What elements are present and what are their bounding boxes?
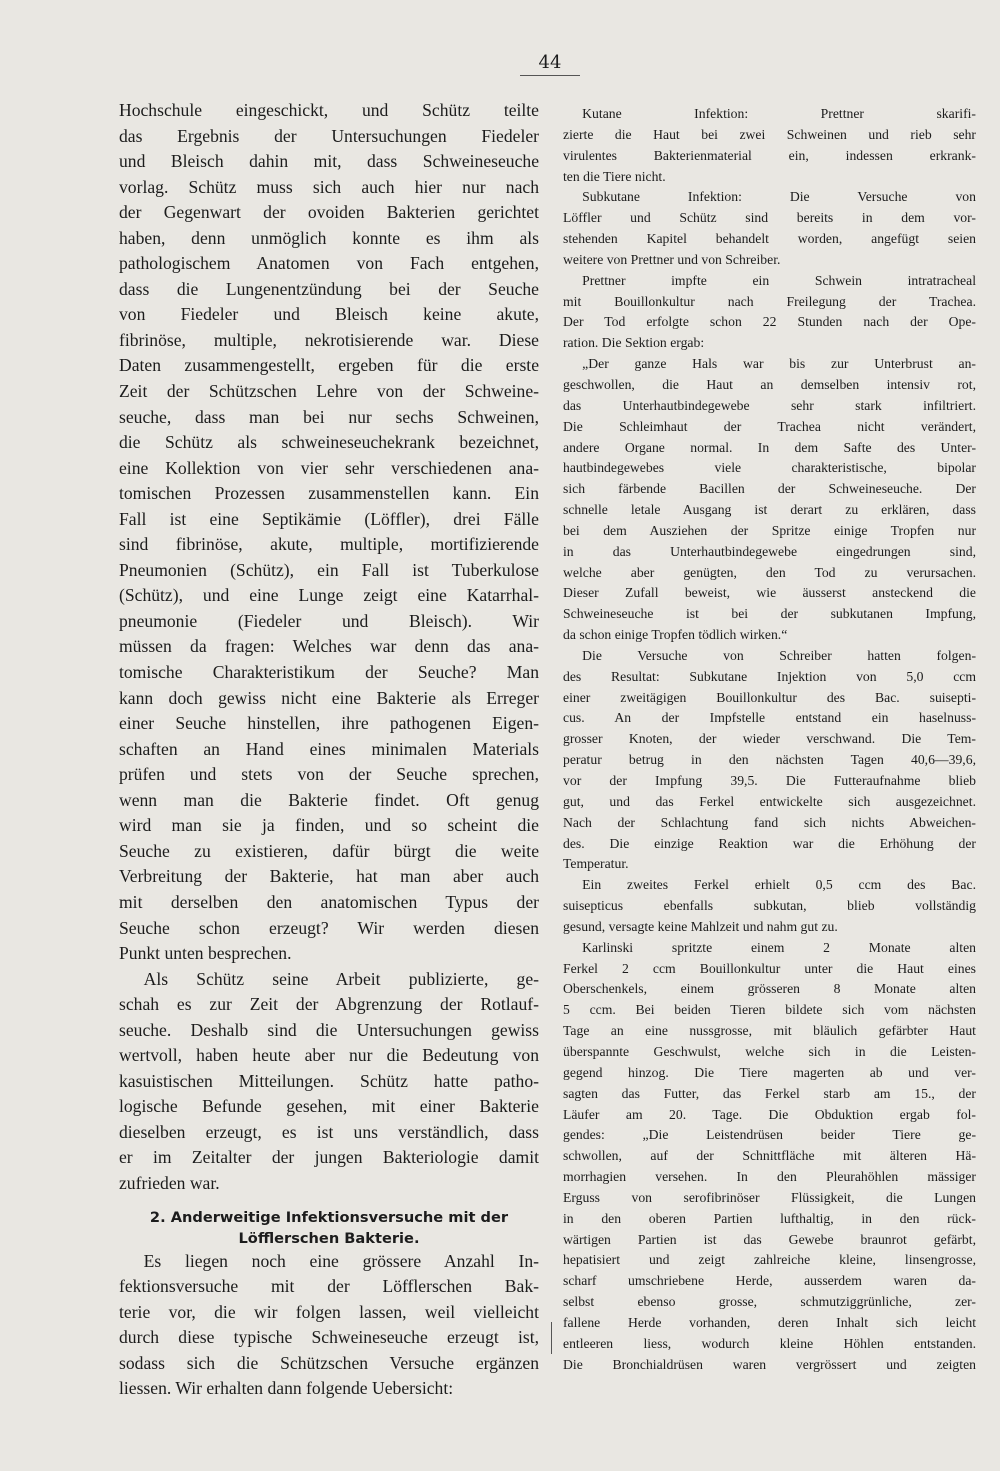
left-column-line: einer Seuche hinstellen, ihre pathogenen Eigen- xyxy=(119,713,539,734)
left-column-line: der Gegenwart der ovoiden Bakterien gerichtet xyxy=(119,202,539,223)
right-column-line: morrhagien versehen. In den Pleurahöhlen mässiger xyxy=(563,1169,976,1185)
right-column-line: „Der ganze Hals war bis zur Unterbrust an- xyxy=(582,356,976,372)
left-column-line: die Schütz als schweineseuchekrank bezeichnet, xyxy=(119,432,539,453)
left-column-line: schah es zur Zeit der Abgrenzung der Rotlauf- xyxy=(119,994,539,1015)
right-column-line: in den oberen Partien lufthaltig, in den rück- xyxy=(563,1210,976,1226)
left-column-line: wertvoll, haben heute aber nur die Bedeutung von xyxy=(119,1045,539,1066)
left-column-line: sind fibrinöse, akute, multiple, mortifizierende xyxy=(119,534,539,555)
right-column-line: gegend hinzog. Die Tiere magerten ab und ver- xyxy=(563,1064,976,1080)
left-column-after-line: liessen. Wir erhalten dann folgende Uebersicht: xyxy=(119,1378,454,1399)
left-column-line: mit derselben den anatomischen Typus der xyxy=(119,891,539,912)
right-column-line: schwollen, auf der Schnittfläche mit älteren Hä- xyxy=(563,1148,976,1164)
left-column-line: Seuche schon erzeugt? Wir werden diesen xyxy=(119,917,539,938)
right-column-line: scharf umschriebene Herde, ausserdem waren da- xyxy=(563,1273,976,1289)
left-column-after-line: Es liegen noch eine grössere Anzahl In- xyxy=(143,1250,539,1271)
right-column-line: Prettner impfte ein Schwein intratracheal xyxy=(582,272,976,288)
right-column-line: hautbindegewebes viele charakteristische, bipolar xyxy=(563,460,976,476)
right-column-line: Die Schleimhaut der Trachea nicht verändert, xyxy=(563,418,976,434)
right-column-line: Die Versuche von Schreiber hatten folgen- xyxy=(582,647,976,663)
left-column-line: tomische Charakteristikum der Seuche? Man xyxy=(119,662,539,683)
left-column-line: dieselben erzeugt, es ist uns verständlich, dass xyxy=(119,1121,539,1142)
right-column-line: das Unterhautbindegewebe sehr stark infiltriert. xyxy=(563,397,976,413)
right-column-line: peratur betrug in den nächsten Tagen 40,6—39,6, xyxy=(563,752,976,768)
left-column-line: pneumonie (Fiedeler und Bleisch). Wir xyxy=(119,610,539,631)
right-column-line: Löffler und Schütz sind bereits in dem vor- xyxy=(563,210,976,226)
right-column-line: da schon einige Tropfen tödlich wirken.“ xyxy=(563,627,788,643)
section-heading-line: 2. Anderweitige Infektionsversuche mit der xyxy=(149,1208,509,1226)
left-column-line: zufrieden war. xyxy=(119,1172,220,1193)
left-column-line: Seuche zu existieren, dafür bürgt die weite xyxy=(119,840,539,861)
right-column-line: weitere von Prettner und von Schreiber. xyxy=(563,251,781,267)
right-column-line: Die Bronchialdrüsen waren vergrössert und zeigten xyxy=(563,1356,976,1372)
left-column-line: seuche, dass man bei nur sechs Schweinen, xyxy=(119,406,539,427)
right-column-line: andere Organe normal. In dem Safte des Unter- xyxy=(563,439,976,455)
right-column-line: suisepticus ebenfalls subkutan, blieb vollständig xyxy=(563,898,976,914)
right-column-line: fallene Herde vorhanden, deren Inhalt sich leicht xyxy=(563,1314,976,1330)
right-column-line: mit Bouillonkultur nach Freilegung der Trachea. xyxy=(563,293,976,309)
right-column-line: Nach der Schlachtung fand sich nichts Abweichen- xyxy=(563,814,976,830)
left-column-line: Zeit der Schützschen Lehre von der Schweine- xyxy=(119,381,539,402)
right-column-line: Ein zweites Ferkel erhielt 0,5 ccm des Bac. xyxy=(582,877,976,893)
left-column-line: prüfen und stets von der Seuche sprechen, xyxy=(119,764,539,785)
right-column-line: Ferkel 2 ccm Bouillonkultur unter die Haut eines xyxy=(563,960,976,976)
left-column-line: schaften an Hand eines minimalen Materials xyxy=(119,738,539,759)
right-column-line: 5 ccm. Bei beiden Tieren bildete sich vom nächsten xyxy=(563,1002,976,1018)
right-column-line: vor der Impfung 39,5. Die Futteraufnahme blieb xyxy=(563,773,976,788)
left-column-line: Pneumonien (Schütz), ein Fall ist Tuberkulose xyxy=(119,559,539,580)
left-column-line: kann doch gewiss nicht eine Bakterie als Erreger xyxy=(119,687,539,708)
left-column-after-line: terie vor, die wir folgen lassen, weil vielleicht xyxy=(119,1301,539,1322)
right-column-line: hepatisiert und zeigt zahlreiche kleine, linsengrosse, xyxy=(563,1252,976,1268)
section-heading xyxy=(119,1207,539,1249)
left-column-line: Punkt unten besprechen. xyxy=(119,943,292,964)
right-column-line: Temperatur. xyxy=(563,856,629,872)
left-column-line: vorlag. Schütz muss sich auch hier nur nach xyxy=(119,176,539,197)
right-column-line: Der Tod erfolgte schon 22 Stunden nach der Ope- xyxy=(563,314,976,330)
right-column-line: ten die Tiere nicht. xyxy=(563,168,666,184)
left-column-line: Daten zusammengestellt, ergeben für die erste xyxy=(119,355,539,376)
right-column-line: wärtigen Partien ist das Gewebe braunrot gefärbt, xyxy=(563,1231,976,1247)
right-column-line: des Resultat: Subkutane Injektion von 5,0 ccm xyxy=(563,668,976,684)
right-column-line: zierte die Haut bei zwei Schweinen und rieb sehr xyxy=(563,126,976,142)
left-column-line: und Bleisch dahin mit, dass Schweineseuche xyxy=(119,151,539,172)
right-column-line: selbst ebenso grosse, schmutziggrünliche, zer- xyxy=(563,1294,976,1310)
left-column-line: (Schütz), und eine Lunge zeigt eine Katarrhal- xyxy=(119,585,539,606)
left-column-line: fibrinöse, multiple, nekrotisierende war. Diese xyxy=(119,329,539,350)
right-column-line: in das Unterhautbindegewebe eingedrungen sind, xyxy=(563,543,976,559)
right-column-line: schnelle letale Ausgang ist derart zu erklären, dass xyxy=(563,502,976,518)
right-column-line: sich färbende Bacillen der Schweineseuche. Der xyxy=(563,481,976,497)
right-column-line: gesund, versagte keine Mahlzeit und nahm gut zu. xyxy=(563,918,838,934)
right-column-line: bei dem Ausziehen der Spritze einige Tropfen nur xyxy=(563,522,976,538)
left-column-after-line: sodass sich die Schützschen Versuche ergänzen xyxy=(119,1352,539,1373)
page-number: 44 xyxy=(520,52,580,76)
right-column xyxy=(563,104,976,1375)
right-column-line: gendes: „Die Leistendrüsen beider Tiere ge- xyxy=(563,1127,976,1143)
left-column-line: wird man sie ja finden, und so scheint die xyxy=(119,815,539,836)
right-column-line: Oberschenkels, einem grösseren 8 Monate alten xyxy=(563,981,976,997)
left-column-line: Verbreitung der Bakterie, hat man aber auch xyxy=(119,866,539,887)
left-column-line: seuche. Deshalb sind die Untersuchungen gewiss xyxy=(119,1019,539,1040)
left-column-line: pathologischem Anatomen von Fach entgehen, xyxy=(119,253,539,274)
section-heading-line: Löfflerschen Bakterie. xyxy=(238,1229,420,1247)
right-column-line: geschwollen, die Haut an demselben intensiv rot, xyxy=(563,376,976,392)
left-column-line: logische Befunde gesehen, mit einer Bakterie xyxy=(119,1096,539,1117)
right-column-line: sagten das Futter, das Ferkel starb am 15., der xyxy=(563,1085,976,1101)
right-column-line: gut, und das Ferkel entwickelte sich ausgezeichnet. xyxy=(563,793,976,809)
right-column-line: Tage an eine nussgrosse, mit bläulich gefärbter Haut xyxy=(563,1023,976,1039)
left-column-line: das Ergebnis der Untersuchungen Fiedeler xyxy=(119,125,539,146)
right-column-line: Schweineseuche ist bei der subkutanen Impfung, xyxy=(563,606,976,622)
left-column xyxy=(119,98,539,1402)
left-column-line: wenn man die Bakterie findet. Oft genug xyxy=(119,789,539,810)
right-column-line: virulentes Bakterienmaterial ein, indessen erkrank- xyxy=(563,147,976,163)
right-column-line: Karlinski spritzte einem 2 Monate alten xyxy=(582,939,976,955)
right-column-line: welche aber genügten, den Tod zu verursachen. xyxy=(563,564,976,580)
right-column-line: cus. An der Impfstelle entstand ein haselnuss- xyxy=(563,710,976,726)
left-column-line: Fall ist eine Septikämie (Löffler), drei Fälle xyxy=(119,508,539,529)
left-column-line: er im Zeitalter der jungen Bakteriologie damit xyxy=(119,1147,539,1168)
right-column-line: Subkutane Infektion: Die Versuche von xyxy=(582,189,976,205)
column-rule xyxy=(551,1322,552,1354)
left-column-after-line: durch diese typische Schweineseuche erzeugt ist, xyxy=(119,1327,539,1348)
left-column-line: eine Kollektion von vier sehr verschiedenen ana- xyxy=(119,457,539,478)
left-column-line: Hochschule eingeschickt, und Schütz teilte xyxy=(119,100,539,120)
left-column-line: tomischen Prozessen zusammenstellen kann. Ein xyxy=(119,483,539,504)
left-column-line: haben, denn unmöglich konnte es ihm als xyxy=(119,227,539,248)
right-column-line: Erguss von serofibrinöser Flüssigkeit, die Lungen xyxy=(563,1189,976,1205)
left-column-line: müssen da fragen: Welches war denn das ana- xyxy=(119,636,539,657)
right-column-line: Kutane Infektion: Prettner skarifi- xyxy=(582,106,976,121)
right-column-line: stehenden Kapitel behandelt worden, angefügt seien xyxy=(563,231,976,247)
left-column-line: kasuistischen Mitteilungen. Schütz hatte patho- xyxy=(119,1070,539,1091)
right-column-line: überspannte Geschwulst, welche sich in die Leisten- xyxy=(563,1043,976,1059)
right-column-line: Läufer am 20. Tage. Die Obduktion ergab fol- xyxy=(563,1106,976,1122)
left-column-after-line: fektionsversuche mit der Löfflerschen Bak- xyxy=(119,1276,539,1297)
right-column-line: des. Die einzige Reaktion war die Erhöhung der xyxy=(563,835,976,851)
right-column-line: einer zweitägigen Bouillonkultur des Bac. suisepti- xyxy=(563,689,976,705)
right-column-line: grosser Knoten, der wieder verschwand. Die Tem- xyxy=(563,731,976,747)
left-column-line: Als Schütz seine Arbeit publizierte, ge- xyxy=(143,968,539,989)
left-column-line: von Fiedeler und Bleisch keine akute, xyxy=(119,304,539,325)
right-column-line: ration. Die Sektion ergab: xyxy=(563,335,705,351)
right-column-line: entleeren liess, wodurch kleine Höhlen entstanden. xyxy=(563,1335,976,1351)
right-column-line: Dieser Zufall beweist, wie äusserst ansteckend die xyxy=(563,585,976,601)
left-column-line: dass die Lungenentzündung bei der Seuche xyxy=(119,278,539,299)
